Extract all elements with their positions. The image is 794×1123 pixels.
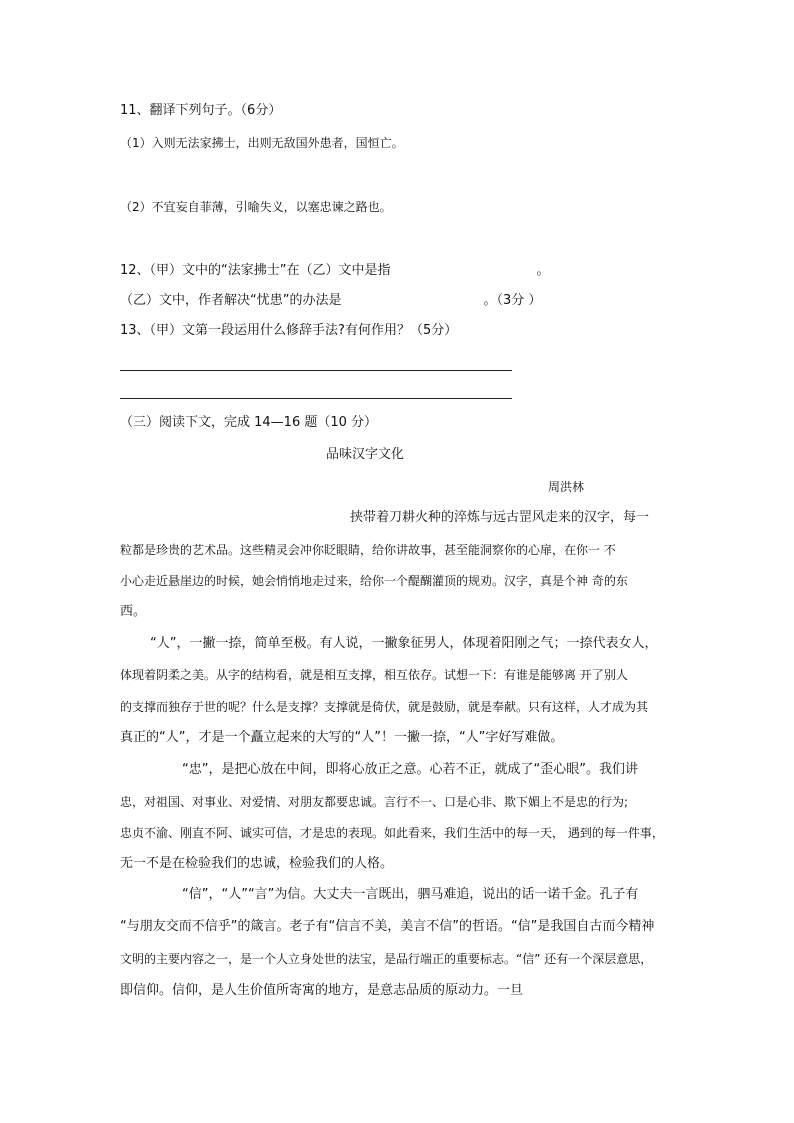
article-title: 品味汉字文化 <box>325 447 404 462</box>
p1-line-2: 粒都是珍贵的艺术品。这些精灵会冲你眨眼睛，给你讲故事，甚至能洞察你的心扉，在你一 不 <box>120 543 616 557</box>
p2-line-1: “人”，一撇一捺，简单至极。有人说，一撇象征男人，体现着阳刚之气；一捺代表女人， <box>150 636 658 651</box>
section-3-heading: （三）阅读下文，完成 14—16 题（10 分） <box>120 415 378 430</box>
q12-line-1-end: 。 <box>536 263 550 278</box>
answer-line-1[interactable] <box>120 370 512 371</box>
p3-line-2: 忠，对祖国、对事业、对爱情、对朋友都要忠诚。言行不一、口是心非、欺下媚上不是忠的行为; <box>120 795 629 809</box>
p2-line-3: 的支撑而独存于世的呢？什么是支撑？支撑就是倚伏，就是鼓励，就是奉献。只有这样，人才成为其 <box>120 700 649 714</box>
p2-line-2: 体现着阴柔之美。从字的结构看，就是相互支撑，相互依存。试想一下：有谁是能够离 开了别人 <box>120 668 628 682</box>
p1-line-4: 西。 <box>120 604 147 619</box>
p1-line-1: 挟带着刀耕火种的淬炼与远古罡风走来的汉字，每一 <box>350 510 650 525</box>
p2-line-4: 真正的“人”，才是一个矗立起来的大写的“人”！一撇一捺，“人”字好写难做。 <box>120 730 564 745</box>
q11-sentence-1: （1）入则无法家拂士，出则无敌国外患者，国恒亡。 <box>120 136 404 150</box>
p1-line-3: 小心走近悬崖边的时候，她会悄悄地走过来，给你一个醍醐灌顶的规劝。汉字，真是个神 奇的东 <box>120 574 628 588</box>
article-author: 周洪林 <box>548 480 585 494</box>
q12-line-2 <box>120 292 541 310</box>
q12-line-2-end: 。（3分 ） <box>483 293 542 308</box>
p3-line-3: 忠贞不渝、刚直不阿、诚实可信，才是忠的表现。如此看来，我们生活中的每一天， 遇到的每一件事， <box>120 826 664 840</box>
answer-line-2[interactable] <box>120 398 512 399</box>
p3-line-4: 无一不是在检验我们的忠诚，检验我们的人格。 <box>120 856 394 871</box>
q12-line-2-text: （乙）文中，作者解决“忧患”的办法是 <box>120 293 342 308</box>
q13-heading: 13、（甲）文第一段运用什么修辞手法?有何作用？（5分） <box>120 323 458 338</box>
q11-heading: 11、翻译下列句子。（6分） <box>120 103 282 118</box>
q12-line-1-text: 12、（甲）文中的“法家拂士”在（乙）文中是指 <box>120 263 391 278</box>
p4-line-4: 即信仰。信仰，是人生价值所寄寓的地方，是意志品质的原动力。一旦 <box>120 983 524 998</box>
p3-line-1: “忠”，是把心放在中间，即将心放正之意。心若不正，就成了“歪心眼”。我们讲 <box>182 762 638 777</box>
p4-line-2: “与朋友交而不信乎”的箴言。老子有“信言不美，美言不信”的哲语。“信”是我国自古而今精神 <box>120 919 655 934</box>
p4-line-1: “信”，“人”“言”为信。大丈夫一言既出，驷马难追，说出的话一诺千金。孔子有 <box>182 887 639 902</box>
q11-sentence-2: （2）不宜妄自菲薄，引喻失义，以塞忠谏之路也。 <box>120 200 392 214</box>
q12-line-1 <box>120 262 550 280</box>
p4-line-3: 文明的主要内容之一，是一个人立身处世的法宝，是品行端正的重要标志。“信” 还有一个深层意思， <box>120 952 653 966</box>
